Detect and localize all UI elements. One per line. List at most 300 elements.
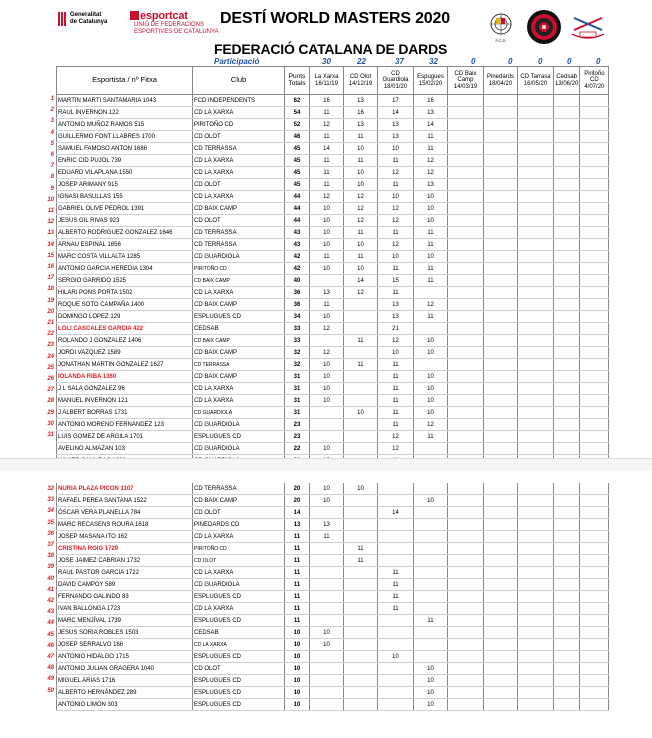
event-points-cell bbox=[580, 443, 609, 455]
event-points-cell bbox=[580, 371, 609, 383]
event-points-cell bbox=[344, 579, 378, 591]
rank-number: 16 bbox=[47, 264, 54, 270]
table-row bbox=[57, 251, 609, 263]
event-points-cell bbox=[518, 179, 554, 191]
event-points-cell bbox=[484, 155, 518, 167]
rank-number: 13 bbox=[47, 230, 54, 237]
event-points-cell bbox=[554, 383, 580, 395]
event-points-cell bbox=[448, 335, 484, 347]
event-points-cell: 10 bbox=[414, 347, 448, 359]
table-row bbox=[57, 699, 609, 711]
event-points-cell: 12 bbox=[344, 203, 378, 215]
player-name-cell: RAUL INVERNON 122 bbox=[57, 107, 193, 119]
column-header-event: La Xarxa 16/11/19 bbox=[310, 67, 344, 95]
event-points-cell: 10 bbox=[414, 395, 448, 407]
event-points-cell bbox=[414, 591, 448, 603]
club-cell: CD GUARDIOLA bbox=[193, 579, 285, 591]
participation-row bbox=[0, 57, 652, 66]
total-points-cell: 62 bbox=[285, 95, 310, 107]
event-points-cell: 16 bbox=[344, 107, 378, 119]
event-points-cell: 11 bbox=[378, 227, 414, 239]
event-points-cell bbox=[484, 603, 518, 615]
svg-text:F.C.D.: F.C.D. bbox=[495, 38, 507, 43]
column-header-points: Punts Totals bbox=[285, 67, 310, 95]
player-name-cell: IGNASI BASULLAS 155 bbox=[57, 191, 193, 203]
event-points-cell bbox=[580, 651, 609, 663]
total-points-cell: 11 bbox=[285, 591, 310, 603]
rank-number: 22 bbox=[47, 331, 54, 338]
event-points-cell bbox=[448, 215, 484, 227]
club-cell: CD LA XARXA bbox=[193, 531, 285, 543]
event-points-cell bbox=[554, 615, 580, 627]
event-points-cell: 10 bbox=[414, 699, 448, 711]
event-points-cell bbox=[344, 431, 378, 443]
rank-number: 48 bbox=[47, 665, 54, 672]
table-row bbox=[57, 603, 609, 615]
rank-number: 43 bbox=[47, 609, 54, 616]
event-points-cell bbox=[554, 603, 580, 615]
event-points-cell bbox=[518, 143, 554, 155]
event-points-cell bbox=[518, 371, 554, 383]
event-points-cell: 11 bbox=[378, 395, 414, 407]
event-points-cell bbox=[518, 591, 554, 603]
event-points-cell bbox=[484, 431, 518, 443]
total-points-cell: 32 bbox=[285, 359, 310, 371]
club-cell: ESPLUGUES CD bbox=[193, 591, 285, 603]
event-points-cell: 14 bbox=[344, 275, 378, 287]
total-points-cell: 46 bbox=[285, 131, 310, 143]
event-points-cell bbox=[580, 191, 609, 203]
table-row bbox=[57, 675, 609, 687]
participation-value: 0 bbox=[538, 57, 543, 66]
event-points-cell bbox=[554, 143, 580, 155]
event-points-cell bbox=[484, 687, 518, 699]
player-name-cell: ANTONIO MORENO FERNANDEZ 123 bbox=[57, 419, 193, 431]
player-name-cell: LUIS GOMEZ DE ARGILA 1701 bbox=[57, 431, 193, 443]
event-points-cell bbox=[580, 95, 609, 107]
event-points-cell bbox=[580, 567, 609, 579]
event-points-cell bbox=[554, 179, 580, 191]
event-points-cell bbox=[484, 627, 518, 639]
event-points-cell bbox=[484, 263, 518, 275]
table-row bbox=[57, 371, 609, 383]
table-row bbox=[57, 383, 609, 395]
event-points-cell: 10 bbox=[344, 483, 378, 495]
table-row bbox=[57, 263, 609, 275]
table-row bbox=[57, 131, 609, 143]
event-points-cell: 10 bbox=[414, 335, 448, 347]
event-points-cell: 21 bbox=[378, 323, 414, 335]
esportcat-logo: esportcat bbox=[130, 10, 188, 22]
event-points-cell: 10 bbox=[310, 627, 344, 639]
event-points-cell bbox=[448, 627, 484, 639]
player-name-cell: ARNAU ESPINAL 1656 bbox=[57, 239, 193, 251]
player-name-cell: EDUARD VILAPLANA 1550 bbox=[57, 167, 193, 179]
event-points-cell: 13 bbox=[378, 119, 414, 131]
event-points-cell bbox=[554, 663, 580, 675]
club-cell: CD BAIX CAMP bbox=[193, 371, 285, 383]
total-points-cell: 11 bbox=[285, 543, 310, 555]
total-points-cell: 10 bbox=[285, 663, 310, 675]
event-points-cell bbox=[518, 675, 554, 687]
player-name-cell: GUILLERMO FONT LLABRES 1700 bbox=[57, 131, 193, 143]
rank-number: 38 bbox=[47, 553, 54, 560]
event-points-cell bbox=[580, 483, 609, 495]
event-points-cell bbox=[448, 567, 484, 579]
event-points-cell bbox=[484, 239, 518, 251]
table-row bbox=[57, 591, 609, 603]
club-cell: CD LA XARXA bbox=[193, 107, 285, 119]
generalitat-logo bbox=[58, 12, 120, 42]
event-points-cell bbox=[414, 567, 448, 579]
rank-number: 47 bbox=[47, 654, 54, 660]
event-points-cell bbox=[448, 143, 484, 155]
rank-number: 45 bbox=[47, 631, 54, 638]
event-points-cell: 11 bbox=[378, 155, 414, 167]
club-cell: CD TERRASSA bbox=[193, 483, 285, 495]
player-name-cell: GABRIEL OLIVE PEDROL 1391 bbox=[57, 203, 193, 215]
event-points-cell bbox=[484, 251, 518, 263]
event-points-cell bbox=[448, 639, 484, 651]
event-points-cell bbox=[310, 419, 344, 431]
event-points-cell bbox=[310, 591, 344, 603]
event-points-cell bbox=[554, 323, 580, 335]
event-points-cell bbox=[448, 591, 484, 603]
rank-number: 1 bbox=[50, 96, 54, 102]
event-points-cell bbox=[580, 155, 609, 167]
event-points-cell bbox=[518, 663, 554, 675]
event-points-cell bbox=[484, 555, 518, 567]
rank-number: 40 bbox=[47, 575, 54, 582]
club-cell: CD LA XARXA bbox=[193, 191, 285, 203]
event-points-cell: 11 bbox=[414, 227, 448, 239]
table-row bbox=[57, 335, 609, 347]
event-points-cell bbox=[580, 335, 609, 347]
total-points-cell: 34 bbox=[285, 311, 310, 323]
event-points-cell bbox=[518, 275, 554, 287]
event-points-cell bbox=[518, 119, 554, 131]
event-points-cell bbox=[580, 179, 609, 191]
event-points-cell: 11 bbox=[344, 359, 378, 371]
event-points-cell: 10 bbox=[378, 143, 414, 155]
event-points-cell bbox=[344, 675, 378, 687]
event-points-cell bbox=[518, 543, 554, 555]
player-name-cell: ALBERTO HERNÁNDEZ 289 bbox=[57, 687, 193, 699]
player-name-cell: AVELINO ALMAZAN 103 bbox=[57, 443, 193, 455]
event-points-cell: 10 bbox=[310, 311, 344, 323]
table-row bbox=[57, 615, 609, 627]
event-points-cell bbox=[378, 687, 414, 699]
player-name-cell: FERNANDO GALINDO 83 bbox=[57, 591, 193, 603]
event-points-cell bbox=[344, 651, 378, 663]
event-points-cell bbox=[554, 431, 580, 443]
event-points-cell: 11 bbox=[414, 263, 448, 275]
event-points-cell: 13 bbox=[344, 119, 378, 131]
event-points-cell bbox=[580, 203, 609, 215]
player-name-cell: HILARI PONS PORTA 1502 bbox=[57, 287, 193, 299]
total-points-cell: 20 bbox=[285, 483, 310, 495]
total-points-cell: 11 bbox=[285, 555, 310, 567]
event-points-cell bbox=[344, 567, 378, 579]
club-cell: CD TERRASSA bbox=[193, 143, 285, 155]
total-points-cell: 33 bbox=[285, 323, 310, 335]
total-points-cell: 11 bbox=[285, 603, 310, 615]
event-points-cell bbox=[484, 299, 518, 311]
event-points-cell: 15 bbox=[378, 275, 414, 287]
event-points-cell bbox=[344, 323, 378, 335]
event-points-cell bbox=[580, 299, 609, 311]
player-name-cell: J ALBERT BORRAS 1731 bbox=[57, 407, 193, 419]
rank-number: 9 bbox=[50, 185, 54, 192]
event-points-cell bbox=[580, 251, 609, 263]
player-name-cell: MARTIN MARTI SANTAMARIA 1043 bbox=[57, 95, 193, 107]
rank-number: 36 bbox=[47, 530, 54, 537]
event-points-cell bbox=[554, 579, 580, 591]
event-points-cell: 12 bbox=[378, 167, 414, 179]
event-points-cell bbox=[310, 431, 344, 443]
event-points-cell bbox=[554, 443, 580, 455]
total-points-cell: 45 bbox=[285, 155, 310, 167]
event-points-cell: 12 bbox=[378, 443, 414, 455]
event-points-cell: 10 bbox=[414, 495, 448, 507]
event-points-cell bbox=[344, 495, 378, 507]
event-points-cell bbox=[580, 419, 609, 431]
standings-table-2 bbox=[56, 483, 609, 711]
event-points-cell: 11 bbox=[344, 131, 378, 143]
event-points-cell: 13 bbox=[414, 179, 448, 191]
event-points-cell bbox=[448, 179, 484, 191]
total-points-cell: 42 bbox=[285, 263, 310, 275]
event-points-cell bbox=[310, 335, 344, 347]
event-points-cell: 13 bbox=[344, 95, 378, 107]
event-points-cell bbox=[484, 347, 518, 359]
event-points-cell bbox=[518, 347, 554, 359]
event-points-cell bbox=[554, 239, 580, 251]
total-points-cell: 45 bbox=[285, 167, 310, 179]
event-points-cell bbox=[484, 191, 518, 203]
event-points-cell: 11 bbox=[414, 431, 448, 443]
event-points-cell bbox=[580, 395, 609, 407]
event-points-cell: 11 bbox=[378, 383, 414, 395]
event-points-cell bbox=[310, 663, 344, 675]
rank-number: 31 bbox=[47, 432, 54, 438]
total-points-cell: 10 bbox=[285, 687, 310, 699]
event-points-cell bbox=[484, 275, 518, 287]
event-points-cell bbox=[518, 251, 554, 263]
event-points-cell: 11 bbox=[310, 155, 344, 167]
event-points-cell bbox=[580, 639, 609, 651]
event-points-cell: 11 bbox=[310, 107, 344, 119]
event-points-cell bbox=[580, 287, 609, 299]
participation-value: 0 bbox=[471, 57, 476, 66]
event-points-cell: 10 bbox=[310, 227, 344, 239]
event-points-cell: 11 bbox=[310, 167, 344, 179]
event-points-cell bbox=[310, 407, 344, 419]
table-row bbox=[57, 443, 609, 455]
event-points-cell bbox=[414, 443, 448, 455]
column-header-event: CD Olot 14/12/19 bbox=[344, 67, 378, 95]
table-row bbox=[57, 431, 609, 443]
event-points-cell bbox=[414, 483, 448, 495]
event-points-cell bbox=[344, 627, 378, 639]
event-points-cell: 12 bbox=[344, 191, 378, 203]
event-points-cell bbox=[518, 395, 554, 407]
event-points-cell: 10 bbox=[310, 495, 344, 507]
event-points-cell bbox=[344, 299, 378, 311]
event-points-cell bbox=[518, 567, 554, 579]
page-title: DESTÍ WORLD MASTERS 2020 bbox=[220, 10, 450, 27]
event-points-cell: 10 bbox=[310, 239, 344, 251]
player-name-cell: ANTONIO LIMON 303 bbox=[57, 699, 193, 711]
event-points-cell bbox=[518, 203, 554, 215]
event-points-cell bbox=[344, 395, 378, 407]
event-points-cell bbox=[580, 107, 609, 119]
club-cell: CD LA XARXA bbox=[193, 567, 285, 579]
event-points-cell bbox=[448, 167, 484, 179]
event-points-cell bbox=[414, 543, 448, 555]
event-points-cell bbox=[518, 335, 554, 347]
event-points-cell bbox=[310, 555, 344, 567]
event-points-cell: 10 bbox=[344, 179, 378, 191]
event-points-cell bbox=[554, 95, 580, 107]
event-points-cell bbox=[518, 215, 554, 227]
event-points-cell bbox=[414, 555, 448, 567]
total-points-cell: 32 bbox=[285, 347, 310, 359]
event-points-cell bbox=[554, 687, 580, 699]
event-points-cell bbox=[554, 555, 580, 567]
event-points-cell bbox=[484, 651, 518, 663]
event-points-cell: 11 bbox=[344, 543, 378, 555]
event-points-cell: 11 bbox=[310, 131, 344, 143]
event-points-cell bbox=[344, 603, 378, 615]
event-points-cell: 10 bbox=[310, 215, 344, 227]
event-points-cell: 10 bbox=[414, 215, 448, 227]
rank-number: 4 bbox=[50, 129, 54, 136]
rank-number: 18 bbox=[47, 286, 54, 293]
club-cell: ESPLUGUES CD bbox=[193, 675, 285, 687]
event-points-cell: 17 bbox=[378, 95, 414, 107]
table-row bbox=[57, 519, 609, 531]
event-points-cell bbox=[378, 483, 414, 495]
event-points-cell bbox=[484, 519, 518, 531]
event-points-cell bbox=[344, 311, 378, 323]
total-points-cell: 44 bbox=[285, 215, 310, 227]
total-points-cell: 36 bbox=[285, 287, 310, 299]
event-points-cell bbox=[484, 131, 518, 143]
event-points-cell: 11 bbox=[310, 179, 344, 191]
event-points-cell: 11 bbox=[310, 299, 344, 311]
table-row bbox=[57, 579, 609, 591]
event-points-cell bbox=[448, 531, 484, 543]
event-points-cell bbox=[518, 263, 554, 275]
event-points-cell: 11 bbox=[414, 239, 448, 251]
event-points-cell bbox=[580, 603, 609, 615]
event-points-cell bbox=[554, 359, 580, 371]
event-points-cell bbox=[580, 627, 609, 639]
event-points-cell bbox=[484, 143, 518, 155]
event-points-cell bbox=[484, 495, 518, 507]
event-points-cell: 11 bbox=[414, 275, 448, 287]
total-points-cell: 42 bbox=[285, 251, 310, 263]
event-points-cell bbox=[310, 567, 344, 579]
event-points-cell bbox=[580, 359, 609, 371]
event-points-cell: 10 bbox=[414, 663, 448, 675]
event-points-cell bbox=[580, 215, 609, 227]
generalitat-stripes-icon bbox=[58, 12, 67, 26]
event-points-cell: 10 bbox=[414, 371, 448, 383]
table-row bbox=[57, 507, 609, 519]
club-cell: ESPLUGUES CD bbox=[193, 699, 285, 711]
event-points-cell bbox=[448, 203, 484, 215]
event-points-cell bbox=[484, 443, 518, 455]
event-points-cell bbox=[518, 519, 554, 531]
event-points-cell: 11 bbox=[378, 407, 414, 419]
event-points-cell bbox=[448, 371, 484, 383]
event-points-cell bbox=[448, 311, 484, 323]
event-points-cell bbox=[310, 507, 344, 519]
event-points-cell: 10 bbox=[310, 395, 344, 407]
event-points-cell bbox=[554, 639, 580, 651]
event-points-cell bbox=[448, 383, 484, 395]
event-points-cell bbox=[554, 251, 580, 263]
table-row bbox=[57, 651, 609, 663]
club-cell: CD GUARDIOLA bbox=[193, 407, 285, 419]
rank-number: 35 bbox=[47, 519, 54, 526]
event-points-cell: 10 bbox=[414, 687, 448, 699]
table-row bbox=[57, 167, 609, 179]
event-points-cell bbox=[580, 531, 609, 543]
event-points-cell bbox=[310, 615, 344, 627]
participation-value: 32 bbox=[429, 57, 438, 66]
event-points-cell bbox=[484, 639, 518, 651]
event-points-cell bbox=[344, 443, 378, 455]
event-points-cell: 11 bbox=[378, 419, 414, 431]
event-points-cell bbox=[448, 663, 484, 675]
event-points-cell bbox=[518, 699, 554, 711]
event-points-cell bbox=[484, 395, 518, 407]
player-name-cell: JESUS GIL RIVAS 923 bbox=[57, 215, 193, 227]
club-cell: PIRITOÑO CD bbox=[193, 119, 285, 131]
table-row bbox=[57, 639, 609, 651]
rank-number: 26 bbox=[47, 376, 54, 382]
player-name-cell: ALBERTO RODRIGUEZ GONZALEZ 1646 bbox=[57, 227, 193, 239]
event-points-cell bbox=[344, 687, 378, 699]
event-points-cell bbox=[378, 555, 414, 567]
event-points-cell bbox=[484, 227, 518, 239]
rank-number: 46 bbox=[47, 642, 54, 649]
event-points-cell bbox=[484, 215, 518, 227]
event-points-cell bbox=[580, 507, 609, 519]
event-points-cell: 10 bbox=[344, 143, 378, 155]
event-points-cell bbox=[518, 507, 554, 519]
darts-logo-icon bbox=[570, 12, 606, 42]
total-points-cell: 31 bbox=[285, 407, 310, 419]
event-points-cell bbox=[378, 519, 414, 531]
club-cell: CD TERRASSA bbox=[193, 239, 285, 251]
event-points-cell: 12 bbox=[310, 119, 344, 131]
event-points-cell bbox=[518, 383, 554, 395]
event-points-cell: 14 bbox=[414, 119, 448, 131]
rank-number: 6 bbox=[50, 152, 54, 158]
event-points-cell bbox=[484, 107, 518, 119]
event-points-cell bbox=[414, 627, 448, 639]
club-cell: PIRITOÑO CD bbox=[193, 263, 285, 275]
club-cell: CD OLOT bbox=[193, 131, 285, 143]
player-name-cell: JORDI VAZQUEZ 1589 bbox=[57, 347, 193, 359]
event-points-cell bbox=[580, 383, 609, 395]
event-points-cell: 12 bbox=[378, 335, 414, 347]
event-points-cell bbox=[554, 347, 580, 359]
